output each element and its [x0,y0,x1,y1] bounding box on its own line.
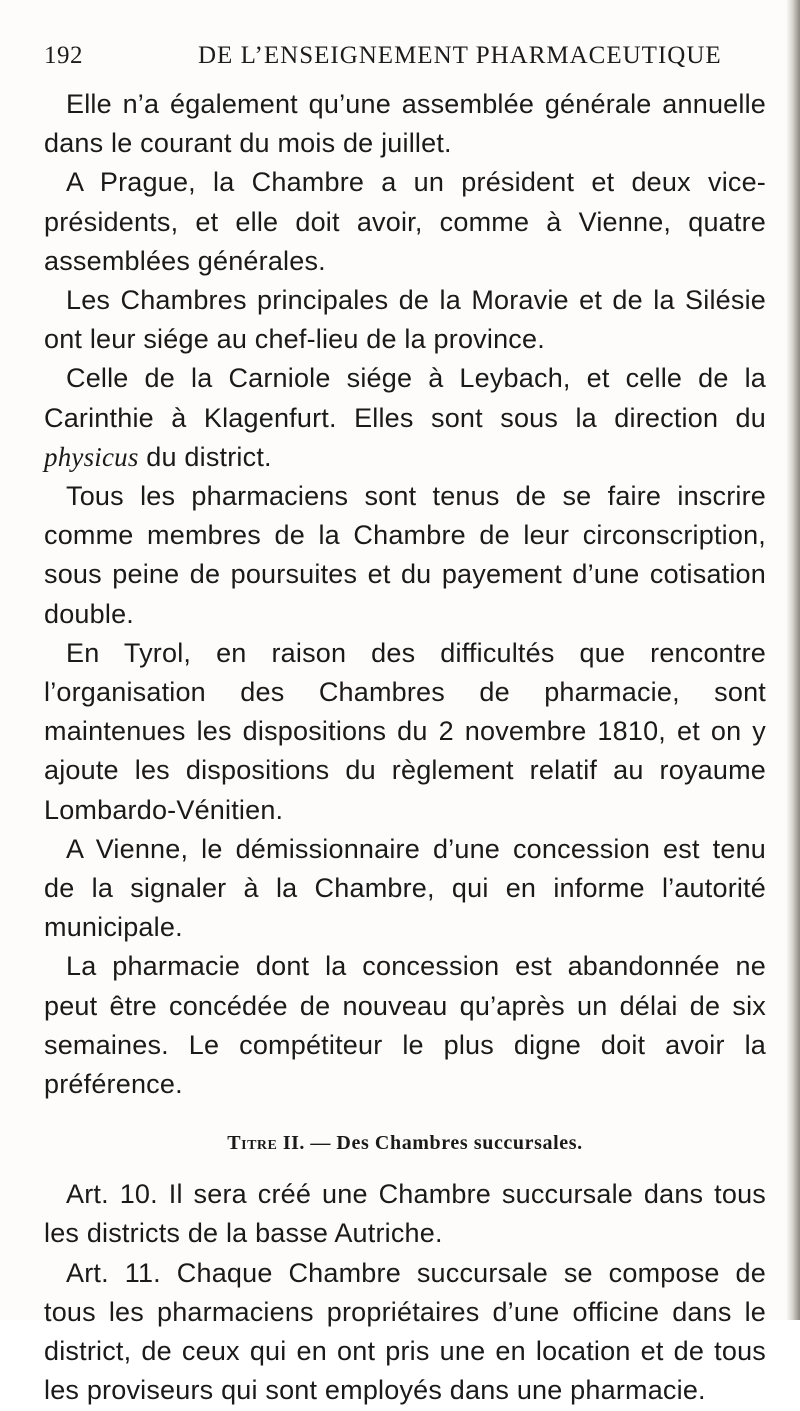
section-title [44,1132,766,1155]
paragraph-carniole-end: du district. [138,441,272,472]
article-10: Art. 10. Il sera créé une Chambre succursale dans tous les districts de la basse Autriche. [44,1179,766,1249]
page-edge-shadow [786,0,800,1320]
paragraph-vienne: A Vienne, le démissionnaire d’une concession est tenu de la signaler à la Chambre, qui en informe l’autorité municipale. [44,833,766,943]
paragraph-moravie: Les Chambres principales de la Moravie et de la Silésie ont leur siége au chef-lieu de la province. [44,285,766,355]
page-header [44,42,764,76]
section-label: Titre II. [227,1132,305,1155]
article-11: Art. 11. Chaque Chambre succursale se compose de tous les pharmaciens propriétaires d’une officine dans le district, de ceux qui en ont pris une en location et de tous les proviseurs qui sont employés dans une pharmacie. [44,1257,766,1406]
paragraph-tyrol: En Tyrol, en raison des difficultés que rencontre l’organisation des Chambres de pharmacie, sont maintenues les dispositions du 2 novembre 1810, et on y ajoute les dispositions du règlement relatif au royaume Lombardo-Vénitien. [44,637,766,825]
section-heading: Des Chambres succursales. [336,1132,583,1155]
paragraph-carniole [44,359,766,477]
section-dash: — [310,1132,331,1155]
running-title: DE L’ENSEIGNEMENT PHARMACEUTIQUE [198,42,722,69]
paragraph-assemblee: Elle n’a également qu’une assemblée générale annuelle dans le courant du mois de juillet. [44,89,766,159]
paragraph-carniole-text: Celle de la Carniole siége à Leybach, et celle de la Carinthie à Klagenfurt. Elles sont sous la direction du [44,363,766,433]
paragraph-prague: A Prague, la Chambre a un président et deux vice-présidents, et elle doit avoir, comme à Vienne, quatre assemblées générales. [44,167,766,276]
page-body [44,85,766,1411]
paragraph-concession: La pharmacie dont la concession est abandonnée ne peut être concédée de nouveau qu’après un délai de six semaines. Le compétiteur le plus digne doit avoir la préférence. [44,951,766,1100]
paragraph-inscription: Tous les pharmaciens sont tenus de se faire inscrire comme membres de la Chambre de leur circonscription, sous peine de poursuites et du payement d’une cotisation double. [44,481,766,629]
paragraph-carniole-italic: physicus [44,441,139,472]
page-number: 192 [44,42,83,69]
